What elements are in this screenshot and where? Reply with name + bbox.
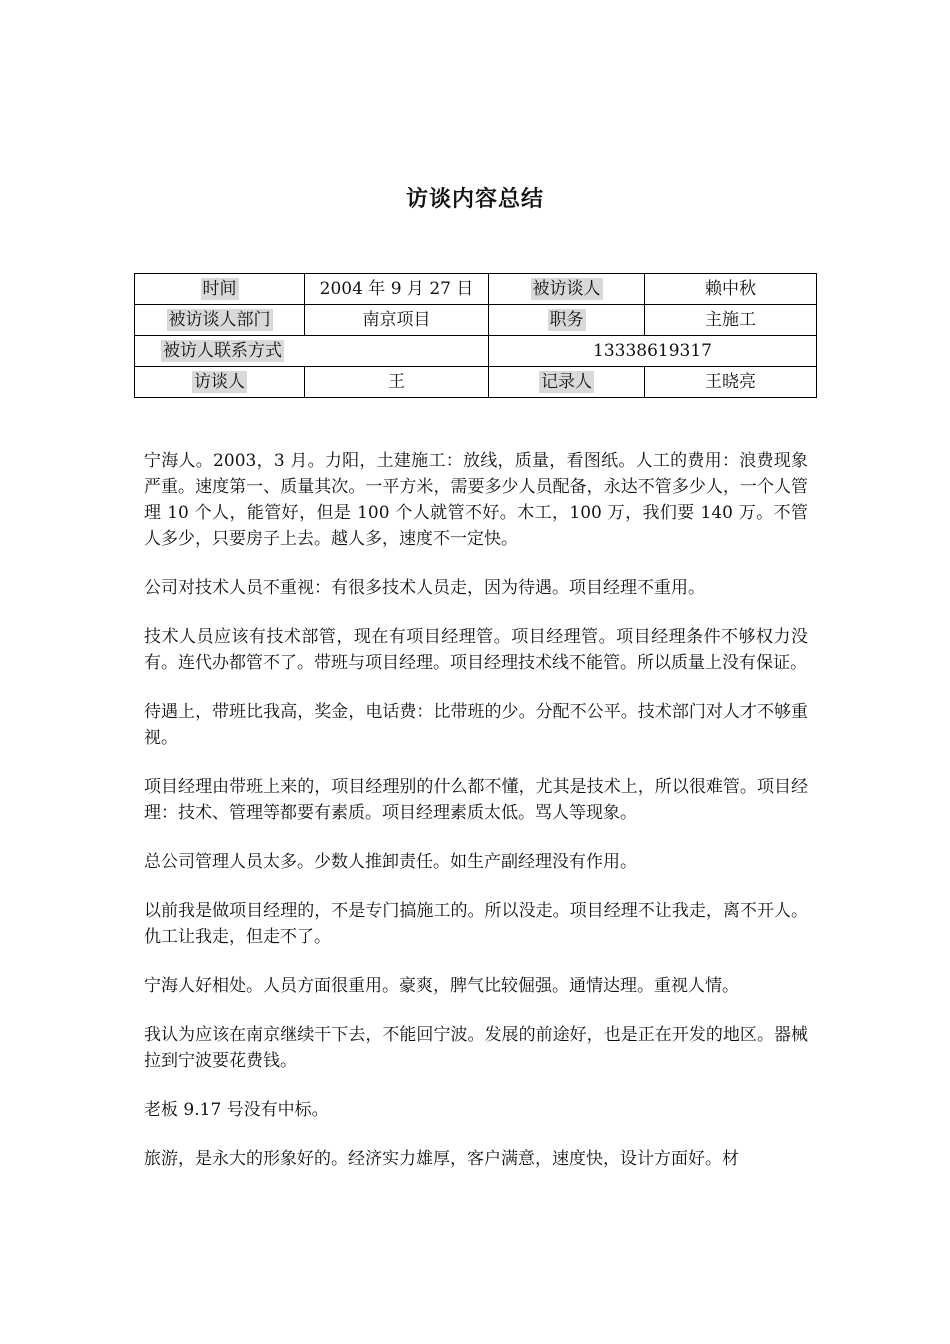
interviewee-label-cell bbox=[489, 274, 645, 305]
paragraph: 待遇上，带班比我高，奖金，电话费：比带班的少。分配不公平。技术部门对人才不够重视。 bbox=[144, 702, 808, 748]
time-label: 时间 bbox=[202, 279, 237, 299]
interviewee-label: 被访谈人 bbox=[532, 279, 601, 299]
paragraph: 公司对技术人员不重视：有很多技术人员走，因为待遇。项目经理不重用。 bbox=[144, 578, 705, 598]
interview-notes bbox=[144, 448, 808, 1195]
contact-label: 被访人联系方式 bbox=[163, 341, 282, 361]
paragraph: 以前我是做项目经理的，不是专门搞施工的。所以没走。项目经理不让我走，离不开人。仇工让我走，但走不了。 bbox=[144, 901, 808, 947]
paragraph: 旅游，是永大的形象好的。经济实力雄厚，客户满意，速度快，设计方面好。材 bbox=[144, 1149, 739, 1169]
paragraph: 宁海人。2003，3 月。力阳，土建施工：放线，质量，看图纸。人工的费用：浪费现象严重。速度第一、质量其次。一平方米，需要多少人员配备，永达不管多少人，一个人管理 10 个人，能管好，但是 100 个人就管不好。木工，100 万，我们要 140 万。不管人多少，只要房子上去。越人多，速度不一定快。 bbox=[144, 451, 808, 549]
time-label-cell bbox=[135, 274, 305, 305]
page-title: 访谈内容总结 bbox=[405, 186, 544, 212]
table-row bbox=[135, 367, 817, 398]
interviewer-value: 王 bbox=[305, 367, 489, 398]
time-value: 2004 年 9 月 27 日 bbox=[305, 274, 489, 305]
paragraph: 技术人员应该有技术部管，现在有项目经理管。项目经理管。项目经理条件不够权力没有。连代办都管不了。带班与项目经理。项目经理技术线不能管。所以质量上没有保证。 bbox=[144, 627, 808, 673]
contact-label-cell bbox=[135, 336, 489, 367]
paragraph: 我认为应该在南京继续干下去，不能回宁波。发展的前途好，也是正在开发的地区。器械拉到宁波要花费钱。 bbox=[144, 1025, 808, 1071]
table-row bbox=[135, 336, 817, 367]
recorder-value: 王晓亮 bbox=[645, 367, 817, 398]
position-label: 职务 bbox=[549, 310, 584, 330]
interviewee-value: 赖中秋 bbox=[645, 274, 817, 305]
department-value: 南京项目 bbox=[305, 305, 489, 336]
interviewer-label: 访谈人 bbox=[194, 372, 245, 392]
paragraph: 宁海人好相处。人员方面很重用。豪爽，脾气比较倔强。通情达理。重视人情。 bbox=[144, 976, 739, 996]
paragraph: 总公司管理人员太多。少数人推卸责任。如生产副经理没有作用。 bbox=[144, 852, 637, 872]
interviewer-label-cell bbox=[135, 367, 305, 398]
paragraph: 老板 9.17 号没有中标。 bbox=[144, 1100, 329, 1120]
interview-info-table bbox=[134, 273, 817, 398]
position-value: 主施工 bbox=[645, 305, 817, 336]
contact-value: 13338619317 bbox=[489, 336, 817, 367]
table-row bbox=[135, 274, 817, 305]
recorder-label: 记录人 bbox=[541, 372, 592, 392]
recorder-label-cell bbox=[489, 367, 645, 398]
department-label: 被访谈人部门 bbox=[168, 310, 271, 330]
position-label-cell bbox=[489, 305, 645, 336]
paragraph: 项目经理由带班上来的，项目经理别的什么都不懂，尤其是技术上，所以很难管。项目经理：技术、管理等都要有素质。项目经理素质太低。骂人等现象。 bbox=[144, 777, 808, 823]
department-label-cell bbox=[135, 305, 305, 336]
table-row bbox=[135, 305, 817, 336]
